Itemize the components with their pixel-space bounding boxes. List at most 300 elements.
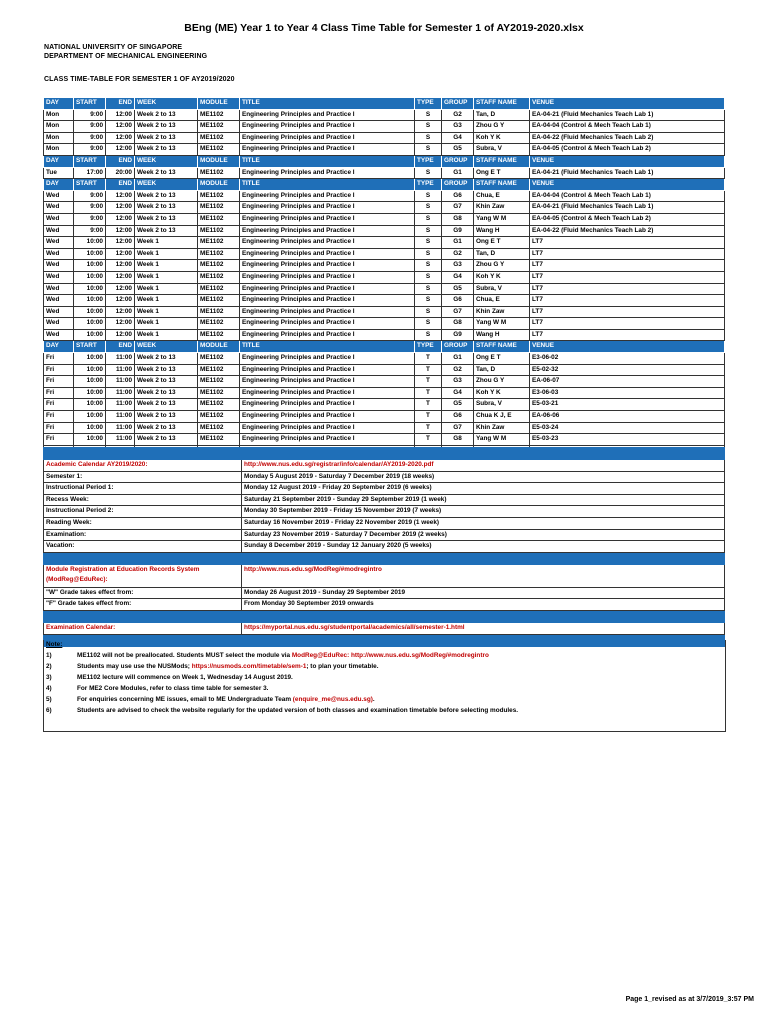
cell-staff: Koh Y K	[474, 387, 530, 399]
cell-week: Week 2 to 13	[135, 132, 198, 144]
list-item	[44, 494, 725, 506]
cell-staff: Zhou G Y	[474, 376, 530, 388]
cell-venue: EA-06-06	[530, 411, 725, 423]
header-cell-module: MODULE	[198, 98, 240, 110]
cell-start: 10:00	[74, 399, 106, 411]
cell-type: S	[415, 237, 442, 249]
table-row	[44, 121, 725, 133]
notes-box	[43, 640, 726, 732]
university-name: NATIONAL UNIVERSITY OF SINGAPORE	[44, 44, 183, 51]
cell-module: ME1102	[198, 237, 240, 249]
header-cell-group: GROUP	[442, 155, 474, 167]
cell-end: 12:00	[106, 248, 135, 260]
cell-module: ME1102	[198, 248, 240, 260]
cell-week: Week 2 to 13	[135, 213, 198, 225]
list-item	[44, 471, 725, 483]
header-cell-week: WEEK	[135, 179, 198, 191]
header-cell-module: MODULE	[198, 179, 240, 191]
table-row	[44, 132, 725, 144]
cell-venue: LT7	[530, 306, 725, 318]
header-cell-start: START	[74, 155, 106, 167]
class-timetable	[43, 97, 725, 457]
cell-start: 10:00	[74, 248, 106, 260]
cell-day: Wed	[44, 213, 74, 225]
academic-calendar-link[interactable]: http://www.nus.edu.sg/registrar/info/calendar/AY2019-2020.pdf	[242, 460, 725, 472]
blue-band	[44, 448, 725, 460]
cell-start: 10:00	[74, 260, 106, 272]
header-cell-staff: STAFF NAME	[474, 98, 530, 110]
cell-staff: Subra, V	[474, 283, 530, 295]
cell-module: ME1102	[198, 422, 240, 434]
table-row	[44, 399, 725, 411]
list-item	[44, 529, 725, 541]
cell-venue: LT7	[530, 329, 725, 341]
table-row	[44, 306, 725, 318]
cell-week: Week 2 to 13	[135, 225, 198, 237]
header-cell-start: START	[74, 179, 106, 191]
cell-day: Mon	[44, 144, 74, 156]
note-number: 1)	[46, 652, 52, 659]
cell-venue: LT7	[530, 318, 725, 330]
cell-group: G3	[442, 260, 474, 272]
header-cell-staff: STAFF NAME	[474, 341, 530, 353]
cell-end: 11:00	[106, 422, 135, 434]
header-cell-type: TYPE	[415, 179, 442, 191]
cell-start: 17:00	[74, 167, 106, 179]
cell-title: Engineering Principles and Practice I	[240, 167, 415, 179]
examination-calendar-row	[44, 622, 725, 634]
department-name: DEPARTMENT OF MECHANICAL ENGINEERING	[44, 53, 208, 60]
table-row	[44, 144, 725, 156]
cell-end: 12:00	[106, 144, 135, 156]
cell-type: S	[415, 202, 442, 214]
cell-module: ME1102	[198, 283, 240, 295]
cell-venue: E5-03-23	[530, 434, 725, 446]
cell-type: S	[415, 260, 442, 272]
cell-week: Week 1	[135, 237, 198, 249]
cell-module: ME1102	[198, 167, 240, 179]
cell-start: 10:00	[74, 237, 106, 249]
cell-week: Week 2 to 13	[135, 387, 198, 399]
cell-end: 12:00	[106, 318, 135, 330]
timetable-header-row	[44, 155, 725, 167]
cell-start: 10:00	[74, 329, 106, 341]
header-cell-staff: STAFF NAME	[474, 155, 530, 167]
cell-module: ME1102	[198, 121, 240, 133]
cell-group: G7	[442, 306, 474, 318]
cell-end: 12:00	[106, 329, 135, 341]
cell-group: G2	[442, 248, 474, 260]
cell-title: Engineering Principles and Practice I	[240, 318, 415, 330]
list-item	[44, 517, 725, 529]
cell-end: 11:00	[106, 364, 135, 376]
cell-day: Wed	[44, 237, 74, 249]
calendar-period-label: Examination:	[44, 529, 242, 541]
cell-group: G5	[442, 144, 474, 156]
header-cell-venue: VENUE	[530, 155, 725, 167]
cell-start: 10:00	[74, 306, 106, 318]
cell-group: G9	[442, 329, 474, 341]
cell-title: Engineering Principles and Practice I	[240, 399, 415, 411]
cell-group: G6	[442, 190, 474, 202]
cell-week: Week 2 to 13	[135, 353, 198, 365]
cell-start: 9:00	[74, 144, 106, 156]
cell-type: S	[415, 190, 442, 202]
module-registration-label: Module Registration at Education Records System (ModReg@EduRec):	[44, 564, 242, 587]
cell-venue: E5-03-24	[530, 422, 725, 434]
cell-end: 11:00	[106, 353, 135, 365]
cell-start: 10:00	[74, 422, 106, 434]
header-cell-end: END	[106, 98, 135, 110]
cell-venue: E3-06-02	[530, 353, 725, 365]
cell-start: 10:00	[74, 376, 106, 388]
cell-week: Week 1	[135, 271, 198, 283]
cell-type: S	[415, 271, 442, 283]
modreg-link[interactable]: ModReg@EduRec: http://www.nus.edu.sg/ModReg/#modregintro	[291, 652, 489, 659]
cell-type: T	[415, 387, 442, 399]
cell-staff: Subra, V	[474, 144, 530, 156]
cell-start: 9:00	[74, 109, 106, 121]
header-cell-type: TYPE	[415, 155, 442, 167]
cell-group: G2	[442, 364, 474, 376]
cell-venue: EA-04-22 (Fluid Mechanics Teach Lab 2)	[530, 225, 725, 237]
cell-title: Engineering Principles and Practice I	[240, 353, 415, 365]
cell-week: Week 1	[135, 318, 198, 330]
cell-venue: EA-04-21 (Fluid Mechanics Teach Lab 1)	[530, 167, 725, 179]
cell-staff: Khin Zaw	[474, 202, 530, 214]
academic-calendar-row	[44, 460, 725, 472]
nusmods-link[interactable]: https://nusmods.com/timetable/sem-1	[191, 663, 307, 670]
cell-title: Engineering Principles and Practice I	[240, 225, 415, 237]
cell-staff: Tan, D	[474, 109, 530, 121]
note-text: Students may use use the NUSMods;	[77, 663, 192, 670]
header-cell-week: WEEK	[135, 155, 198, 167]
header-cell-week: WEEK	[135, 341, 198, 353]
cell-staff: Ong E T	[474, 237, 530, 249]
cell-title: Engineering Principles and Practice I	[240, 109, 415, 121]
cell-end: 12:00	[106, 190, 135, 202]
cell-module: ME1102	[198, 202, 240, 214]
header-cell-end: END	[106, 155, 135, 167]
cell-type: S	[415, 213, 442, 225]
cell-week: Week 2 to 13	[135, 109, 198, 121]
cell-venue: E3-06-03	[530, 387, 725, 399]
grade-dates: Monday 26 August 2019 - Sunday 29 September 2019	[242, 587, 725, 599]
cell-module: ME1102	[198, 329, 240, 341]
header-cell-week: WEEK	[135, 98, 198, 110]
grade-dates: From Monday 30 September 2019 onwards	[242, 599, 725, 611]
cell-start: 10:00	[74, 411, 106, 423]
cell-day: Fri	[44, 411, 74, 423]
note-number: 2)	[46, 663, 52, 670]
module-registration-link[interactable]: http://www.nus.edu.sg/ModReg/#modregintro	[242, 564, 725, 587]
cell-staff: Yang W M	[474, 213, 530, 225]
header-cell-day: DAY	[44, 179, 74, 191]
cell-day: Wed	[44, 329, 74, 341]
table-row	[44, 260, 725, 272]
cell-staff: Koh Y K	[474, 132, 530, 144]
cell-title: Engineering Principles and Practice I	[240, 434, 415, 446]
cell-type: T	[415, 434, 442, 446]
cell-group: G5	[442, 399, 474, 411]
calendar-info-table	[43, 447, 725, 647]
header-cell-title: TITLE	[240, 155, 415, 167]
note-text: ME1102 lecture will commence on Week 1, Wednesday 14 August 2019.	[77, 674, 293, 681]
list-item	[44, 506, 725, 518]
cell-start: 10:00	[74, 353, 106, 365]
cell-end: 12:00	[106, 306, 135, 318]
cell-day: Wed	[44, 260, 74, 272]
cell-week: Week 1	[135, 283, 198, 295]
cell-staff: Koh Y K	[474, 271, 530, 283]
examination-calendar-label: Examination Calendar:	[44, 622, 242, 634]
cell-start: 9:00	[74, 225, 106, 237]
cell-staff: Chua K J, E	[474, 411, 530, 423]
cell-group: G8	[442, 213, 474, 225]
header-cell-venue: VENUE	[530, 179, 725, 191]
cell-staff: Tan, D	[474, 248, 530, 260]
cell-day: Fri	[44, 387, 74, 399]
cell-venue: LT7	[530, 237, 725, 249]
cell-end: 11:00	[106, 399, 135, 411]
cell-type: T	[415, 364, 442, 376]
cell-day: Fri	[44, 399, 74, 411]
cell-start: 9:00	[74, 121, 106, 133]
cell-end: 12:00	[106, 225, 135, 237]
cell-module: ME1102	[198, 318, 240, 330]
cell-title: Engineering Principles and Practice I	[240, 422, 415, 434]
cell-week: Week 1	[135, 295, 198, 307]
cell-type: S	[415, 283, 442, 295]
calendar-period-dates: Saturday 21 September 2019 - Sunday 29 September 2019 (1 week)	[242, 494, 725, 506]
cell-staff: Yang W M	[474, 318, 530, 330]
cell-venue: LT7	[530, 260, 725, 272]
cell-end: 11:00	[106, 387, 135, 399]
cell-venue: EA-04-04 (Control & Mech Teach Lab 1)	[530, 190, 725, 202]
cell-end: 12:00	[106, 109, 135, 121]
calendar-period-label: Semester 1:	[44, 471, 242, 483]
table-row	[44, 213, 725, 225]
table-row	[44, 353, 725, 365]
grade-label: "F" Grade takes effect from:	[44, 599, 242, 611]
notes-heading: Note:	[46, 641, 63, 648]
cell-end: 12:00	[106, 213, 135, 225]
header-cell-staff: STAFF NAME	[474, 179, 530, 191]
cell-day: Wed	[44, 295, 74, 307]
table-row	[44, 190, 725, 202]
academic-calendar-label: Academic Calendar AY2019/2020:	[44, 460, 242, 472]
cell-venue: EA-04-21 (Fluid Mechanics Teach Lab 1)	[530, 202, 725, 214]
note-number: 6)	[46, 707, 52, 714]
cell-start: 9:00	[74, 190, 106, 202]
note-text: For enquiries concerning ME issues, email to ME Undergraduate Team	[77, 696, 293, 703]
cell-group: G2	[442, 109, 474, 121]
calendar-period-dates: Sunday 8 December 2019 - Sunday 12 January 2020 (5 weeks)	[242, 541, 725, 553]
timetable-subtitle: CLASS TIME-TABLE FOR SEMESTER 1 OF AY2019/2020	[44, 76, 235, 83]
cell-end: 11:00	[106, 434, 135, 446]
cell-type: T	[415, 411, 442, 423]
cell-day: Mon	[44, 121, 74, 133]
cell-type: S	[415, 109, 442, 121]
cell-end: 11:00	[106, 411, 135, 423]
cell-module: ME1102	[198, 434, 240, 446]
calendar-period-label: Recess Week:	[44, 494, 242, 506]
table-row	[44, 167, 725, 179]
header-cell-end: END	[106, 179, 135, 191]
cell-title: Engineering Principles and Practice I	[240, 237, 415, 249]
cell-staff: Subra, V	[474, 399, 530, 411]
table-row	[44, 202, 725, 214]
cell-group: G3	[442, 376, 474, 388]
cell-venue: EA-06-07	[530, 376, 725, 388]
cell-end: 12:00	[106, 283, 135, 295]
table-row	[44, 225, 725, 237]
cell-day: Mon	[44, 109, 74, 121]
cell-start: 9:00	[74, 202, 106, 214]
enquiry-email-link[interactable]: (enquire_me@nus.edu.sg)	[292, 696, 373, 703]
cell-staff: Chua, E	[474, 190, 530, 202]
cell-module: ME1102	[198, 144, 240, 156]
cell-staff: Tan, D	[474, 364, 530, 376]
cell-title: Engineering Principles and Practice I	[240, 260, 415, 272]
cell-end: 12:00	[106, 202, 135, 214]
cell-day: Wed	[44, 248, 74, 260]
cell-week: Week 2 to 13	[135, 121, 198, 133]
cell-week: Week 2 to 13	[135, 190, 198, 202]
cell-start: 10:00	[74, 387, 106, 399]
header-cell-day: DAY	[44, 98, 74, 110]
cell-venue: E5-03-21	[530, 399, 725, 411]
table-row	[44, 109, 725, 121]
cell-staff: Zhou G Y	[474, 121, 530, 133]
cell-venue: EA-04-04 (Control & Mech Teach Lab 1)	[530, 121, 725, 133]
calendar-period-dates: Monday 30 September 2019 - Friday 15 November 2019 (7 weeks)	[242, 506, 725, 518]
cell-end: 12:00	[106, 121, 135, 133]
cell-title: Engineering Principles and Practice I	[240, 376, 415, 388]
note-text: .	[372, 696, 375, 703]
header-cell-end: END	[106, 341, 135, 353]
cell-title: Engineering Principles and Practice I	[240, 411, 415, 423]
cell-venue: EA-04-21 (Fluid Mechanics Teach Lab 1)	[530, 109, 725, 121]
cell-week: Week 2 to 13	[135, 399, 198, 411]
cell-week: Week 2 to 13	[135, 422, 198, 434]
cell-title: Engineering Principles and Practice I	[240, 364, 415, 376]
cell-type: T	[415, 353, 442, 365]
cell-module: ME1102	[198, 364, 240, 376]
cell-type: T	[415, 422, 442, 434]
cell-end: 12:00	[106, 237, 135, 249]
cell-module: ME1102	[198, 260, 240, 272]
calendar-period-label: Instructional Period 1:	[44, 483, 242, 495]
cell-type: S	[415, 306, 442, 318]
cell-day: Wed	[44, 271, 74, 283]
cell-week: Week 2 to 13	[135, 434, 198, 446]
cell-group: G6	[442, 411, 474, 423]
list-item	[44, 541, 725, 553]
header-cell-start: START	[74, 341, 106, 353]
header-cell-day: DAY	[44, 155, 74, 167]
cell-venue: EA-04-05 (Control & Mech Teach Lab 2)	[530, 144, 725, 156]
cell-week: Week 2 to 13	[135, 144, 198, 156]
header-cell-group: GROUP	[442, 179, 474, 191]
table-row	[44, 329, 725, 341]
module-registration-row	[44, 564, 725, 587]
header-cell-venue: VENUE	[530, 341, 725, 353]
cell-module: ME1102	[198, 411, 240, 423]
cell-start: 9:00	[74, 132, 106, 144]
cell-type: S	[415, 295, 442, 307]
cell-staff: Chua, E	[474, 295, 530, 307]
grade-label: "W" Grade takes effect from:	[44, 587, 242, 599]
cell-group: G6	[442, 295, 474, 307]
cell-group: G4	[442, 271, 474, 283]
table-row	[44, 237, 725, 249]
cell-title: Engineering Principles and Practice I	[240, 295, 415, 307]
cell-type: S	[415, 167, 442, 179]
table-row	[44, 283, 725, 295]
cell-type: S	[415, 318, 442, 330]
cell-day: Wed	[44, 306, 74, 318]
cell-module: ME1102	[198, 399, 240, 411]
cell-day: Wed	[44, 283, 74, 295]
cell-title: Engineering Principles and Practice I	[240, 329, 415, 341]
cell-module: ME1102	[198, 213, 240, 225]
cell-module: ME1102	[198, 306, 240, 318]
cell-module: ME1102	[198, 109, 240, 121]
table-row	[44, 422, 725, 434]
calendar-period-dates: Monday 5 August 2019 - Saturday 7 December 2019 (18 weeks)	[242, 471, 725, 483]
cell-end: 12:00	[106, 132, 135, 144]
cell-module: ME1102	[198, 190, 240, 202]
cell-venue: EA-04-22 (Fluid Mechanics Teach Lab 2)	[530, 132, 725, 144]
note-text: For ME2 Core Modules, refer to class time table for semester 3.	[77, 685, 269, 692]
examination-calendar-link[interactable]: https://myportal.nus.edu.sg/studentportal/academics/all/semester-1.html	[242, 622, 725, 634]
cell-staff: Khin Zaw	[474, 306, 530, 318]
cell-module: ME1102	[198, 295, 240, 307]
cell-start: 10:00	[74, 364, 106, 376]
cell-module: ME1102	[198, 271, 240, 283]
calendar-period-label: Vacation:	[44, 541, 242, 553]
cell-module: ME1102	[198, 225, 240, 237]
timetable-header-row	[44, 98, 725, 110]
cell-title: Engineering Principles and Practice I	[240, 132, 415, 144]
calendar-period-dates: Saturday 16 November 2019 - Friday 22 November 2019 (1 week)	[242, 517, 725, 529]
cell-type: T	[415, 399, 442, 411]
cell-venue: LT7	[530, 283, 725, 295]
list-item	[44, 483, 725, 495]
cell-group: G7	[442, 202, 474, 214]
list-item	[44, 599, 725, 611]
cell-week: Week 2 to 13	[135, 364, 198, 376]
cell-week: Week 1	[135, 306, 198, 318]
cell-group: G1	[442, 353, 474, 365]
table-row	[44, 318, 725, 330]
cell-staff: Khin Zaw	[474, 422, 530, 434]
cell-type: S	[415, 121, 442, 133]
cell-start: 10:00	[74, 434, 106, 446]
note-number: 5)	[46, 696, 52, 703]
cell-group: G4	[442, 387, 474, 399]
cell-start: 9:00	[74, 213, 106, 225]
cell-day: Fri	[44, 364, 74, 376]
cell-title: Engineering Principles and Practice I	[240, 306, 415, 318]
header-cell-venue: VENUE	[530, 98, 725, 110]
header-cell-group: GROUP	[442, 98, 474, 110]
cell-module: ME1102	[198, 132, 240, 144]
cell-group: G5	[442, 283, 474, 295]
cell-staff: Ong E T	[474, 167, 530, 179]
cell-end: 12:00	[106, 271, 135, 283]
